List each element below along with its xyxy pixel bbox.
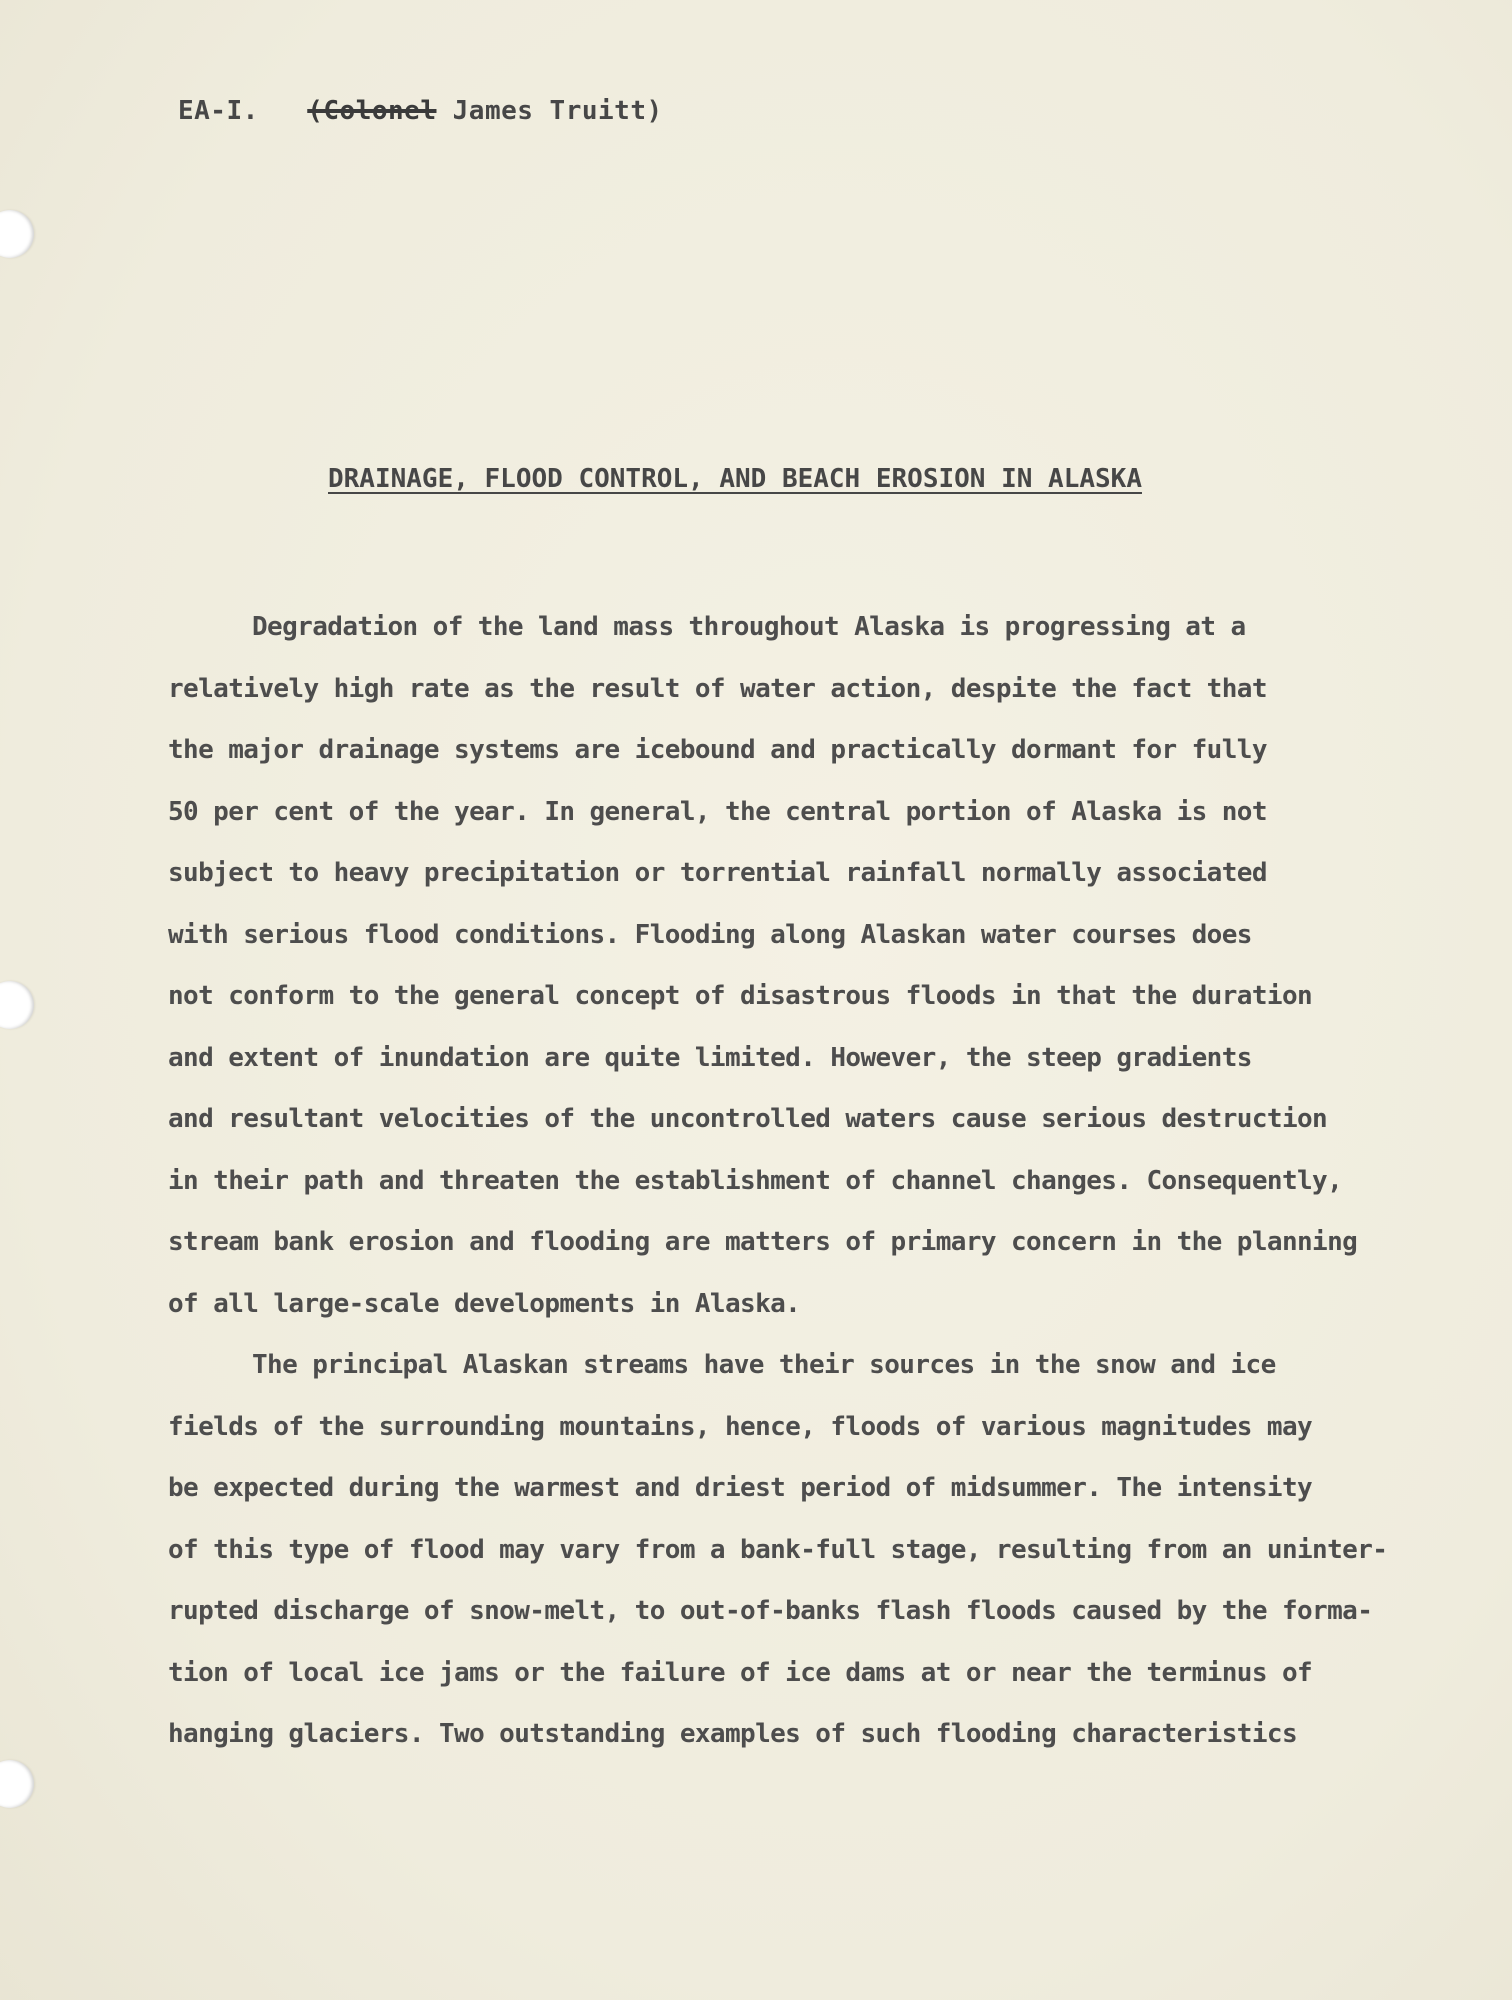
text-line: hanging glaciers. Two outstanding examples of such flooding characteristics bbox=[168, 1719, 1297, 1749]
body-text bbox=[168, 612, 1408, 1781]
struck-title: (Colonel bbox=[307, 96, 437, 126]
text-line: 50 per cent of the year. In general, the central portion of Alaska is not bbox=[168, 796, 1267, 827]
text-line: stream bank erosion and flooding are matters of primary concern in the planning bbox=[168, 1227, 1358, 1257]
text-line: tion of local ice jams or the failure of ice dams at or near the terminus of bbox=[168, 1657, 1313, 1688]
document-header bbox=[178, 96, 663, 126]
text-line: subject to heavy precipitation or torrential rainfall normally associated bbox=[168, 858, 1267, 888]
punch-hole bbox=[0, 1760, 34, 1808]
text-line: and extent of inundation are quite limited. However, the steep gradients bbox=[168, 1042, 1252, 1073]
punch-hole bbox=[0, 981, 34, 1029]
document-code: EA-I. bbox=[178, 96, 259, 126]
text-line: of this type of flood may vary from a bank-full stage, resulting from an uninter- bbox=[168, 1534, 1388, 1565]
text-line: not conform to the general concept of disastrous floods in that the duration bbox=[168, 981, 1313, 1011]
text-line: be expected during the warmest and driest period of midsummer. The intensity bbox=[168, 1473, 1313, 1503]
text-line: The principal Alaskan streams have their sources in the snow and ice bbox=[252, 1350, 1276, 1380]
author-name: James Truitt) bbox=[452, 96, 663, 126]
text-line: in their path and threaten the establishment of channel changes. Consequently, bbox=[168, 1165, 1343, 1196]
text-line: rupted discharge of snow-melt, to out-of-banks flash floods caused by the forma- bbox=[168, 1596, 1373, 1626]
punch-hole bbox=[0, 210, 34, 258]
text-line: of all large-scale developments in Alaska. bbox=[168, 1288, 801, 1319]
text-line: relatively high rate as the result of water action, despite the fact that bbox=[168, 673, 1267, 704]
text-line: the major drainage systems are icebound and practically dormant for fully bbox=[168, 735, 1267, 765]
text-line: Degradation of the land mass throughout Alaska is progressing at a bbox=[252, 612, 1246, 642]
text-line: fields of the surrounding mountains, hence, floods of various magnitudes may bbox=[168, 1411, 1313, 1442]
document-title: DRAINAGE, FLOOD CONTROL, AND BEACH EROSION IN ALASKA bbox=[328, 464, 1142, 494]
text-line: and resultant velocities of the uncontrolled waters cause serious destruction bbox=[168, 1104, 1328, 1134]
text-line: with serious flood conditions. Flooding along Alaskan water courses does bbox=[168, 919, 1252, 950]
